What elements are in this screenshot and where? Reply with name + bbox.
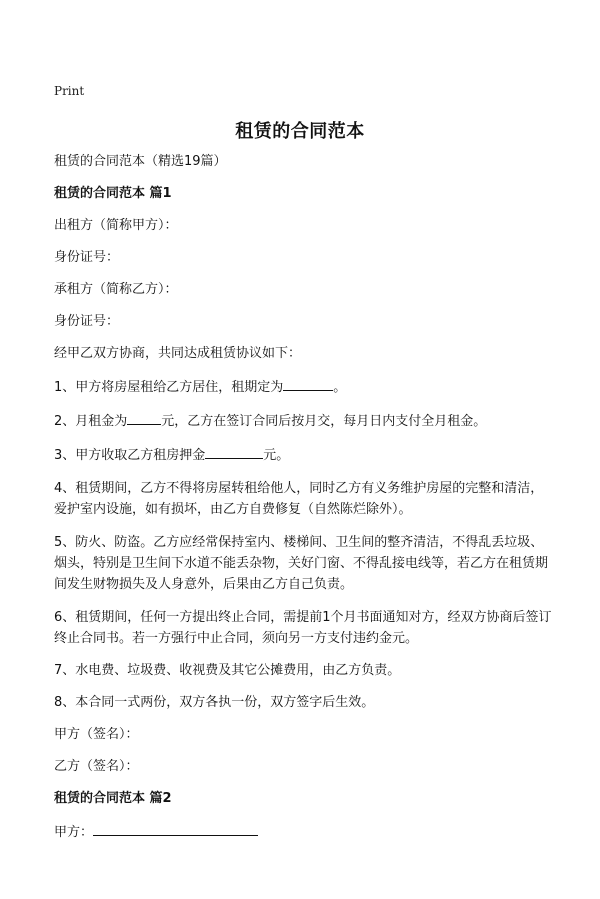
clause-1	[54, 376, 554, 398]
lease-term-blank	[283, 376, 333, 391]
deposit-blank	[205, 444, 263, 459]
clause-1-end: 。	[333, 380, 347, 395]
party-a-blank	[93, 821, 258, 836]
signature-a-line: 甲方（签名）：	[54, 727, 139, 742]
section-heading-1: 租赁的合同范本 篇1	[54, 186, 172, 201]
clause-4: 4、租赁期间，乙方不得将房屋转租给他人，同时乙方有义务维护房屋的完整和清洁，爱护室内设施，如有损坏，由乙方自费修复（自然陈烂除外）。	[54, 481, 544, 517]
lessor-line: 出租方（简称甲方）：	[54, 218, 178, 233]
clause-2-text: 2、月租金为	[54, 414, 128, 429]
document-subtitle: 租赁的合同范本（精选19篇）	[54, 154, 227, 169]
lessor-id-line: 身份证号：	[54, 250, 120, 265]
clause-8: 8、本合同一式两份，双方各执一份，双方签字后生效。	[54, 695, 375, 710]
signature-b-line: 乙方（签名）：	[54, 759, 139, 774]
section-heading-2: 租赁的合同范本 篇2	[54, 791, 172, 806]
lessee-line: 承租方（简称乙方）：	[54, 282, 178, 297]
clause-7: 7、水电费、垃圾费、收视费及其它公摊费用，由乙方负责。	[54, 663, 401, 678]
party-a-label: 甲方：	[54, 825, 94, 840]
rent-amount-blank	[127, 410, 161, 425]
intro-line: 经甲乙双方协商，共同达成租赁协议如下：	[54, 346, 302, 361]
clause-6: 6、租赁期间，任何一方提出终止合同，需提前1个月书面通知对方，经双方协商后签订终止合同书。若一方强行中止合同，须向另一方支付违约金元。	[54, 610, 552, 646]
clause-3-end: 元。	[263, 448, 290, 463]
clause-2	[54, 410, 554, 432]
document-title: 租赁的合同范本	[235, 121, 365, 142]
clause-5: 5、防火、防盗。乙方应经常保持室内、楼梯间、卫生间的整齐清洁，不得乱丢垃圾、烟头，特别是卫生间下水道不能丢杂物，关好门窗、不得乱接电线等，若乙方在租赁期间发生财物损失及人身意外，后果由乙方自己负责。	[54, 535, 549, 592]
clause-3-text: 3、甲方收取乙方租房押金	[54, 448, 206, 463]
document-body	[54, 152, 554, 855]
lessee-id-line: 身份证号：	[54, 314, 120, 329]
clause-2-end: 元，乙方在签订合同后按月交，每月日内支付全月租金。	[161, 414, 487, 429]
party-a-line	[54, 821, 554, 843]
clause-1-text: 1、甲方将房屋租给乙方居住，租期定为	[54, 380, 284, 395]
clause-3	[54, 444, 554, 466]
print-label: Print	[54, 84, 85, 98]
